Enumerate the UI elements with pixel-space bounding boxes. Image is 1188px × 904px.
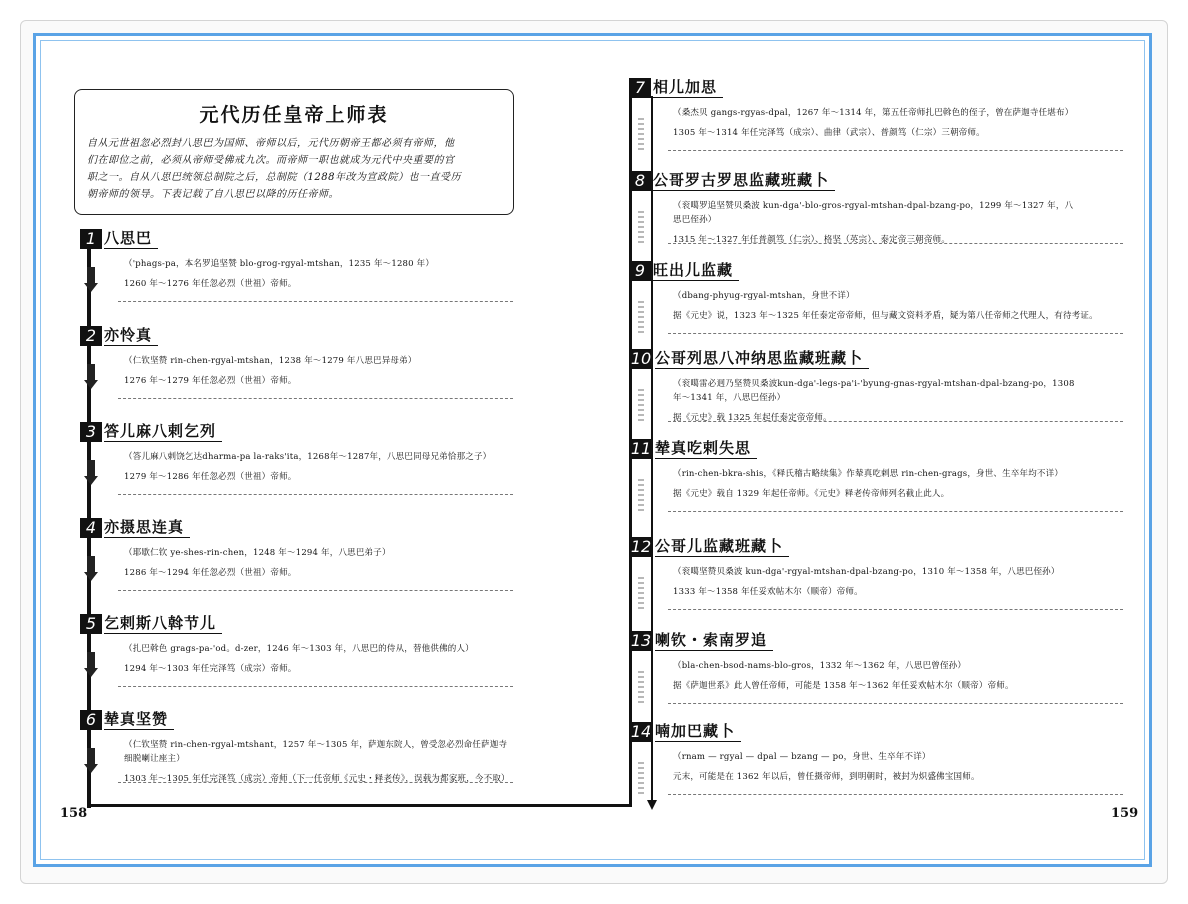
entry-number: 10 (630, 349, 652, 368)
entry-detail: （耶歇仁钦 ye-shes-rin-chen，1248 年～1294 年，八思巴弟子） (124, 548, 391, 558)
entry-name: 八思巴 (104, 229, 158, 249)
entry-name: 公哥罗古罗思监藏班藏卜 (653, 171, 835, 191)
intro-line: 自从元世祖忽必烈封八思巴为国师、帝师以后，元代历朝帝王都必须有帝师，他 (87, 138, 455, 149)
intro-box (74, 89, 514, 215)
entry-name: 亦怜真 (104, 326, 158, 346)
entry-tenure: 据《元史》载 1325 年起任泰定帝帝师。 (673, 413, 832, 423)
entry-tenure: 据《萨迦世系》此人曾任帝师，可能是 1358 年～1362 年任妥欢帖木尔（顺帝）帝师。 (673, 681, 1014, 691)
entry-name: 辇真坚赞 (104, 710, 174, 730)
entry-tenure: 1315 年～1327 年任普颜笃（仁宗）、格坚（英宗）、泰定帝三朝帝师。 (673, 235, 951, 245)
entry-number: 11 (630, 439, 652, 458)
entry-separator (668, 150, 1123, 151)
entry-tenure: 1294 年～1303 年任完泽笃（成宗）帝师。 (124, 664, 297, 674)
page-number-right: 159 (1111, 806, 1139, 821)
entry-number: 5 (80, 614, 102, 634)
down-arrow-icon (84, 748, 98, 773)
entry-separator (118, 301, 513, 302)
entry-name: 辇真吃剌失思 (655, 439, 757, 459)
entry-separator (668, 609, 1123, 610)
entry-number: 13 (630, 631, 652, 650)
entry-name: 相儿加思 (653, 78, 723, 98)
entry-detail: （dbang-phyug-rgyal-mtshan，身世不详） (673, 291, 855, 301)
entry-number: 7 (629, 78, 651, 98)
timeline-marker-icon (638, 301, 644, 333)
entry-separator (668, 421, 1123, 422)
entry-tenure: 1286 年～1294 年任忽必烈（世祖）帝师。 (124, 568, 297, 578)
entry-tenure: 1260 年～1276 年任忽必烈（世祖）帝师。 (124, 279, 297, 289)
down-arrow-icon (84, 652, 98, 677)
bottom-connector-line (87, 804, 632, 807)
entry-separator (118, 398, 513, 399)
entry-name: 喇钦・索南罗追 (655, 631, 773, 651)
entry-name: 乞剌斯八斡节儿 (104, 614, 222, 634)
entry-name: 旺出儿监藏 (653, 261, 739, 281)
entry-number: 9 (629, 261, 651, 281)
timeline-marker-icon (638, 389, 644, 421)
entry-detail: （仁钦坚赞 rin-chen-rgyal-mtshan，1238 年～1279 年八思巴异母弟） (124, 356, 417, 366)
entry-detail: （衮噶罗追坚赞贝桑波 kun-dga'-blo-gros-rgyal-mtshan-dpal-bzang-po，1299 年～1327 年，八 (673, 201, 1074, 211)
entry-detail: （'phags-pa，本名罗追坚赞 blo-grog-rgyal-mtshan，1235 年～1280 年） (124, 259, 435, 269)
entry-separator (118, 494, 513, 495)
entry-detail: （答儿麻八剌饶乞达dharma-pa la-raks'ita，1268年～1287年，八思巴同母兄弟恰那之子） (124, 452, 492, 462)
entry-separator (118, 590, 513, 591)
entry-tenure: 思巴侄孙） (673, 215, 717, 225)
entry-number: 1 (80, 229, 102, 249)
intro-line: 朝帝师的领导。下表记载了自八思巴以降的历任帝师。 (87, 189, 339, 200)
intro-line: 职之一。自从八思巴统领总制院之后，总制院（1288年改为宣政院）也一直受历 (87, 172, 461, 183)
entry-separator (668, 794, 1123, 795)
entry-detail: （仁钦坚赞 rin-chen-rgyal-mtshant，1257 年～1305 年，萨迦东院人，曾受忽必烈命任萨迦寺 (124, 740, 508, 750)
down-arrow-icon (84, 556, 98, 581)
down-arrow-icon (84, 364, 98, 389)
entry-separator (668, 333, 1123, 334)
page-number-left: 158 (60, 806, 88, 821)
entry-name: 公哥列思八冲纳思监藏班藏卜 (655, 349, 869, 369)
entry-number: 14 (630, 722, 652, 741)
entry-separator (668, 243, 1123, 244)
table-title: 元代历任皇帝上师表 (199, 104, 389, 126)
entry-tenure: 元末，可能是在 1362 年以后，曾任摄帝师，到明朝时，被封为炽盛佛宝国师。 (673, 772, 980, 782)
intro-text (87, 135, 501, 203)
timeline-marker-icon (638, 211, 644, 243)
entry-number: 6 (80, 710, 102, 730)
entry-number: 12 (630, 537, 652, 556)
down-arrow-icon (84, 267, 98, 292)
entry-tenure: 1279 年～1286 年任忽必烈（世祖）帝师。 (124, 472, 297, 482)
entry-detail: （扎巴斡色 grags-pa-'od。d-zer，1246 年～1303 年，八思巴的侍从，替他供佛的人） (124, 644, 474, 654)
entry-name: 答儿麻八剌乞列 (104, 422, 222, 442)
entry-tenure: 1305 年～1314 年任完泽笃（成宗）、曲律（武宗）、普颜笃（仁宗）三朝帝师。 (673, 128, 985, 138)
entry-number: 8 (629, 171, 651, 191)
entry-detail: （衮噶雷必迥乃坚赞贝桑波kun-dga'-legs-pa'i-'byung-gnas-rgyal-mtshan-dpal-bzang-po，1308 (673, 379, 1075, 389)
entry-detail: （桑杰贝 gangs-rgyas-dpal，1267 年～1314 年，第五任帝师扎巴斡色的侄子，曾在萨迦寺任堪布） (673, 108, 1074, 118)
timeline-end-arrow (647, 800, 657, 810)
entry-name: 喃加巴藏卜 (655, 722, 741, 742)
entry-tenure: 细脱喇让座主） (124, 754, 185, 764)
timeline-marker-icon (638, 577, 644, 609)
entry-name: 公哥儿监藏班藏卜 (655, 537, 789, 557)
entry-tenure: 据《元史》载自 1329 年起任帝师。《元史》释老传帝师列名截止此人。 (673, 489, 950, 499)
entry-number: 3 (80, 422, 102, 442)
entry-detail: （衮噶坚赞贝桑波 kun-dga'-rgyal-mtshan-dpal-bzang-po，1310 年～1358 年，八思巴侄孙） (673, 567, 1060, 577)
entry-name: 亦摄思连真 (104, 518, 190, 538)
timeline-marker-icon (638, 762, 644, 794)
entry-tenure: 1276 年～1279 年任忽必烈（世祖）帝师。 (124, 376, 297, 386)
entry-detail: （rin-chen-bkra-shis，《释氏稽古略续集》作辇真吃剌思 rin-chen-grags，身世、生卒年均不详） (673, 469, 1064, 479)
timeline-marker-icon (638, 118, 644, 150)
entry-tenure: 年～1341 年，八思巴侄孙） (673, 393, 786, 403)
entry-separator (118, 686, 513, 687)
entry-number: 4 (80, 518, 102, 538)
timeline-marker-icon (638, 671, 644, 703)
entry-tenure: 据《元史》说，1323 年～1325 年任泰定帝帝师，但与藏文资料矛盾，疑为第八任帝师之代理人，有待考证。 (673, 311, 1098, 321)
entry-separator (118, 782, 513, 783)
down-arrow-icon (84, 460, 98, 485)
entry-tenure: 1333 年～1358 年任妥欢帖木尔（顺帝）帝师。 (673, 587, 863, 597)
intro-line: 们在即位之前，必须从帝师受佛戒九次。而帝师一职也就成为元代中央重要的官 (87, 155, 455, 166)
entry-number: 2 (80, 326, 102, 346)
entry-separator (668, 703, 1123, 704)
timeline-marker-icon (638, 479, 644, 511)
entry-tenure: 1303 年～1305 年任完泽笃（成宗）帝师（下一任帝师《元史・释老传》，误载为都家班，今不取） (124, 774, 510, 784)
entry-separator (668, 511, 1123, 512)
entry-detail: （rnam — rgyal — dpal — bzang — po，身世、生卒年不详） (673, 752, 931, 762)
entry-detail: （bla-chen-bsod-nams-blo-gros，1332 年～1362 年，八思巴曾侄孙） (673, 661, 967, 671)
